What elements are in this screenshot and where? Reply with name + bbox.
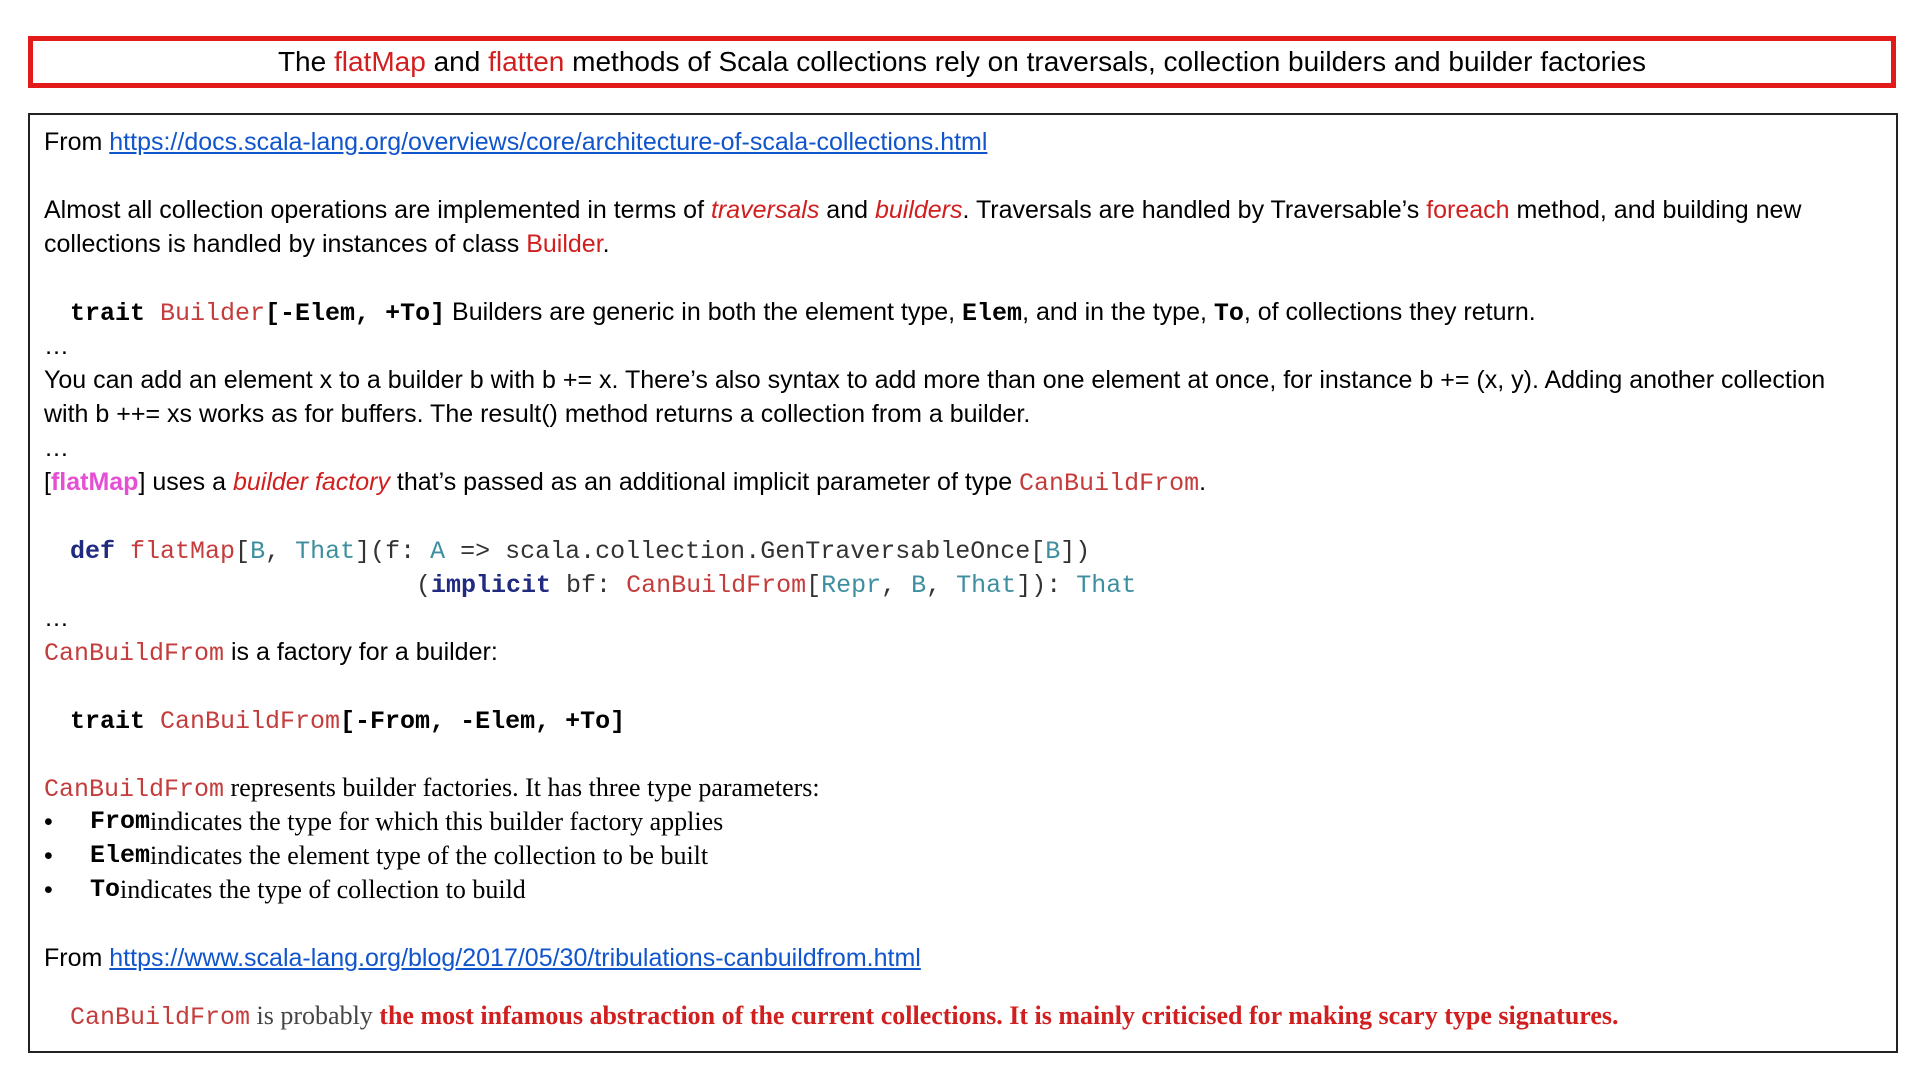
text: . [602, 230, 610, 258]
bullet-icon: • [44, 808, 53, 836]
text: method, and building new [1509, 196, 1802, 224]
text: represents builder factories. It has three type parameters: [224, 773, 820, 802]
cbf-desc-line [44, 771, 1882, 805]
text: indicates the type for which this builder factory applies [150, 807, 724, 836]
type-param: B [911, 571, 927, 600]
para2-line2: with b ++= xs works as for buffers. The result() method returns a collection from a builder. [44, 400, 1031, 428]
type-param: That [295, 537, 356, 566]
para3-line [44, 465, 1882, 499]
type-param: A [430, 537, 446, 566]
title-flatmap: flatMap [333, 46, 426, 77]
code-punct: ](f: [355, 537, 431, 566]
text: that’s passed as an additional implicit parameter of type [389, 468, 1020, 496]
text: collections is handled by instances of class [44, 230, 527, 258]
para1-line2 [44, 227, 1882, 261]
text: indicates the element type of the collection to be built [150, 841, 709, 870]
emphasis-text: the most infamous abstraction of the current collections. It is mainly criticised for making scary type signatures. [379, 1001, 1619, 1030]
builder-name: Builder [160, 299, 266, 328]
code-punct: ]) [1060, 537, 1091, 566]
para2-line1: You can add an element x to a builder b with b += x. There’s also syntax to add more than one element at once, for instance b += (x, y). Adding another collection [44, 366, 1826, 394]
bullet-item [44, 839, 1882, 873]
code-punct: , [926, 571, 957, 600]
final-quote-line [44, 999, 1882, 1033]
canbuildfrom-code: CanBuildFrom [70, 1003, 251, 1032]
text: . [1199, 468, 1207, 496]
builder-trait-line [44, 295, 1882, 329]
source-line-2 [44, 941, 1882, 975]
bullet-item [44, 805, 1882, 839]
to-code: To [1213, 299, 1244, 328]
content-box [28, 113, 1898, 1053]
from-label: From [44, 128, 110, 156]
def-code-line1 [44, 533, 1882, 567]
type-param: That [956, 571, 1017, 600]
blog-link[interactable]: https://www.scala-lang.org/blog/2017/05/30/tribulations-canbuildfrom.html [109, 944, 921, 972]
canbuildfrom-code: CanBuildFrom [626, 571, 807, 600]
title-part: and [425, 46, 489, 77]
cbf-intro-line [44, 635, 1882, 669]
type-param: Repr [821, 571, 882, 600]
bullet-item [44, 873, 1882, 907]
builder-params: [-Elem, +To] [265, 299, 446, 328]
foreach-term: foreach [1426, 196, 1510, 224]
code-punct: [ [806, 571, 822, 600]
type-param: B [250, 537, 266, 566]
from-label: From [44, 944, 110, 972]
title-flatten: flatten [488, 46, 565, 77]
code-punct: [ [235, 537, 251, 566]
canbuildfrom-code: CanBuildFrom [1019, 469, 1200, 498]
canbuildfrom-code: CanBuildFrom [44, 775, 225, 804]
text: Builders are generic in both the element type, [445, 298, 963, 326]
flatmap-term: flatMap [50, 468, 139, 496]
from-code: From [90, 807, 151, 836]
bullet-icon: • [44, 876, 53, 904]
title-part: The [277, 46, 334, 77]
slide-title [28, 36, 1896, 88]
type-param: That [1076, 571, 1137, 600]
canbuildfrom-code: CanBuildFrom [160, 707, 341, 736]
text: , of collections they return. [1243, 298, 1536, 326]
ellipsis: … [44, 434, 69, 462]
code-punct: bf: [551, 571, 627, 600]
text: . Traversals are handled by Traversable’s [962, 196, 1427, 224]
title-part: methods of Scala collections rely on traversals, collection builders and builder factories [564, 46, 1647, 77]
to-code: To [90, 875, 121, 904]
cbf-params: [-From, -Elem, +To] [340, 707, 626, 736]
type-param: B [1045, 537, 1061, 566]
cbf-trait-line [44, 703, 1882, 737]
text: [ [44, 468, 51, 496]
text: Almost all collection operations are implemented in terms of [44, 196, 711, 224]
code-punct: ]): [1016, 571, 1077, 600]
text: is a factory for a builder: [224, 638, 498, 666]
ellipsis: … [44, 332, 69, 360]
text: is probably [250, 1001, 380, 1030]
traversals-term: traversals [710, 196, 820, 224]
para1-line1 [44, 193, 1882, 227]
implicit-keyword: implicit [431, 571, 552, 600]
trait-keyword: trait [70, 707, 161, 736]
text: , and in the type, [1022, 298, 1214, 326]
code-punct: , [881, 571, 912, 600]
builder-factory-term: builder factory [232, 468, 390, 496]
builder-term: Builder [526, 230, 603, 258]
def-code-line2 [44, 567, 1882, 601]
ellipsis: … [44, 604, 69, 632]
text: indicates the type of collection to build [120, 875, 526, 904]
text: ] uses a [138, 468, 233, 496]
builders-term: builders [874, 196, 963, 224]
trait-keyword: trait [70, 299, 161, 328]
elem-code: Elem [90, 841, 151, 870]
bullet-icon: • [44, 842, 53, 870]
text: and [819, 196, 875, 224]
code-punct: ( [416, 571, 432, 600]
def-keyword: def [70, 537, 131, 566]
flatmap-code: flatMap [130, 537, 236, 566]
code-punct: , [265, 537, 296, 566]
elem-code: Elem [962, 299, 1023, 328]
docs-link[interactable]: https://docs.scala-lang.org/overviews/core/architecture-of-scala-collections.html [109, 128, 988, 156]
code-punct: => scala.collection.GenTraversableOnce[ [445, 537, 1046, 566]
canbuildfrom-code: CanBuildFrom [44, 639, 225, 668]
title-text [278, 46, 1646, 78]
source-line-1 [44, 125, 1882, 159]
